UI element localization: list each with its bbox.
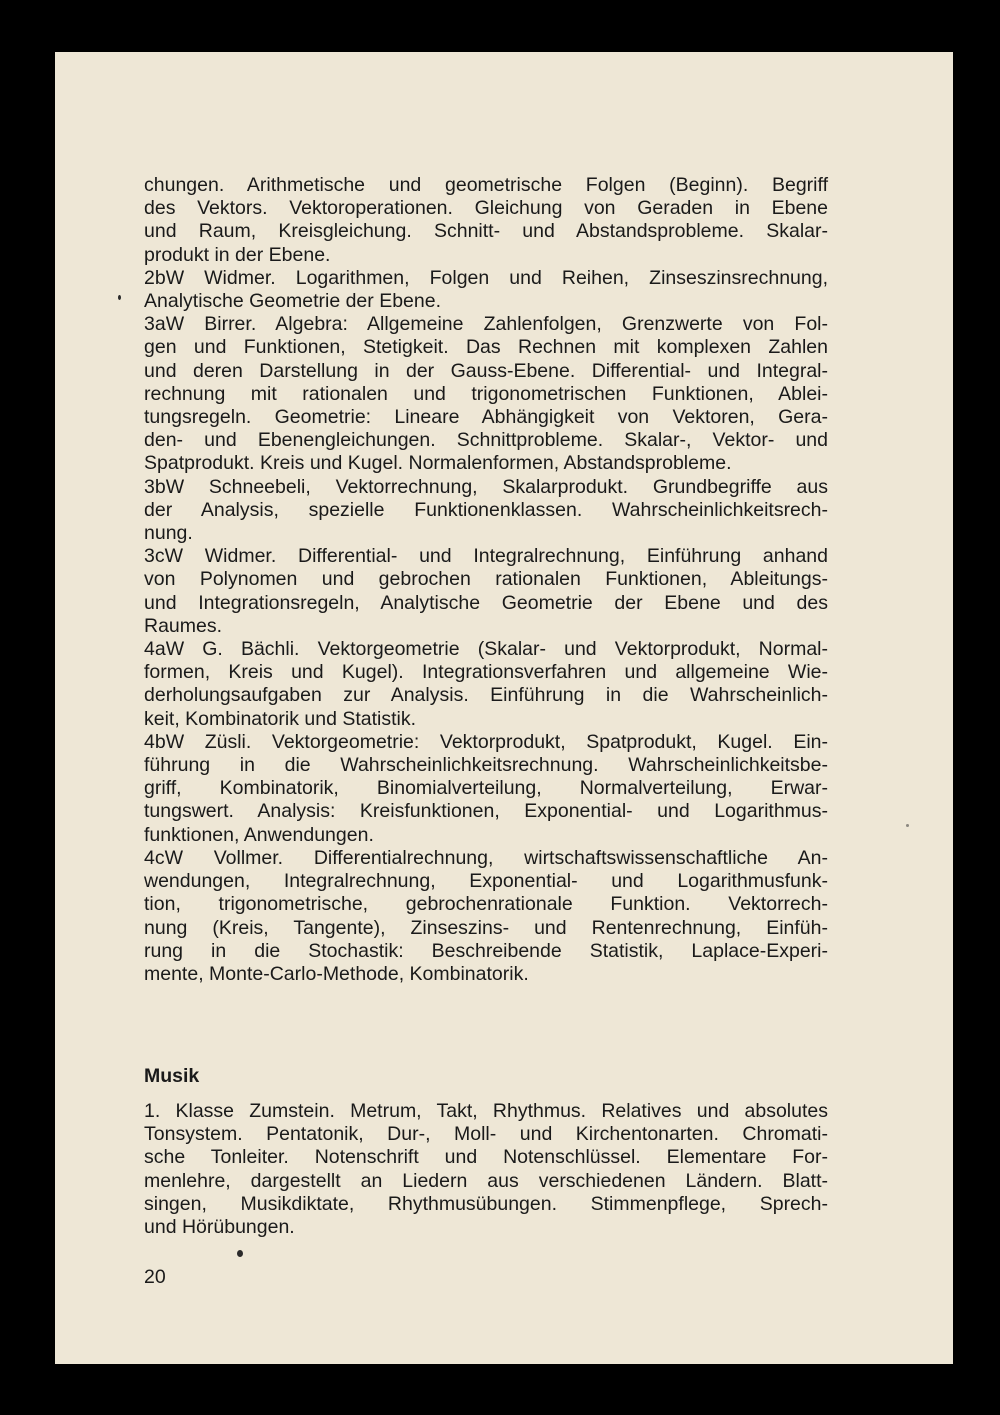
ink-speck bbox=[237, 1250, 243, 1257]
section-heading-musik: Musik bbox=[144, 1065, 200, 1087]
text-line: 4aW G. Bächli. Vektorgeometrie (Skalar- und Vektorprodukt, Normal- bbox=[144, 638, 828, 661]
text-line: der Analysis, spezielle Funktionenklassen. Wahrscheinlichkeitsrech- bbox=[144, 498, 828, 521]
text-line: des Vektors. Vektoroperationen. Gleichung von Geraden in Ebene bbox=[144, 197, 828, 220]
text-line: 2bW Widmer. Logarithmen, Folgen und Reihen, Zinseszinsrechnung, bbox=[144, 266, 828, 289]
ink-speck bbox=[906, 824, 909, 827]
text-line: Spatprodukt. Kreis und Kugel. Normalenformen, Abstandsprobleme. bbox=[144, 452, 732, 475]
text-line: chungen. Arithmetische und geometrische Folgen (Beginn). Begriff bbox=[144, 174, 828, 196]
text-line: 3bW Schneebeli, Vektorrechnung, Skalarprodukt. Grundbegriffe aus bbox=[144, 475, 828, 498]
text-line: 4cW Vollmer. Differentialrechnung, wirtschaftswissenschaftliche An- bbox=[144, 846, 828, 869]
text-line: und Raum, Kreisgleichung. Schnitt- und Abstandsprobleme. Skalar- bbox=[144, 220, 828, 243]
page-number: 20 bbox=[144, 1266, 166, 1288]
text-line: mente, Monte-Carlo-Methode, Kombinatorik. bbox=[144, 962, 529, 985]
music-text bbox=[144, 1100, 828, 1239]
ink-speck bbox=[118, 295, 121, 300]
text-line: 4bW Züsli. Vektorgeometrie: Vektorprodukt, Spatprodukt, Kugel. Ein- bbox=[144, 730, 828, 753]
curriculum-text bbox=[144, 174, 828, 986]
text-line: rechnung mit rationalen und trigonometrischen Funktionen, Ablei- bbox=[144, 382, 828, 405]
text-line: von Polynomen und gebrochen rationalen Funktionen, Ableitungs- bbox=[144, 568, 828, 591]
text-line: keit, Kombinatorik und Statistik. bbox=[144, 707, 417, 730]
text-line: und Integrationsregeln, Analytische Geometrie der Ebene und des bbox=[144, 591, 828, 614]
text-line: Analytische Geometrie der Ebene. bbox=[144, 290, 441, 313]
text-line: funktionen, Anwendungen. bbox=[144, 823, 374, 846]
text-line: griff, Kombinatorik, Binomialverteilung, Normalverteilung, Erwar- bbox=[144, 777, 828, 800]
text-line: tungswert. Analysis: Kreisfunktionen, Exponential- und Logarithmus- bbox=[144, 800, 828, 823]
text-line: derholungsaufgaben zur Analysis. Einführung in die Wahrscheinlich- bbox=[144, 684, 828, 707]
text-line: den- und Ebenengleichungen. Schnittprobleme. Skalar-, Vektor- und bbox=[144, 429, 828, 452]
text-line: und deren Darstellung in der Gauss-Ebene. Differential- und Integral- bbox=[144, 359, 828, 382]
text-line: formen, Kreis und Kugel). Integrationsverfahren und allgemeine Wie- bbox=[144, 661, 828, 684]
text-line: nung (Kreis, Tangente), Zinseszins- und Rentenrechnung, Einfüh- bbox=[144, 916, 828, 939]
text-line: und Hörübungen. bbox=[144, 1216, 295, 1239]
text-line: sche Tonleiter. Notenschrift und Notenschlüssel. Elementare For- bbox=[144, 1146, 828, 1169]
text-line: wendungen, Integralrechnung, Exponential- und Logarithmusfunk- bbox=[144, 870, 828, 893]
text-line: Raumes. bbox=[144, 614, 223, 637]
text-line: tion, trigonometrische, gebrochenrationale Funktion. Vektorrech- bbox=[144, 893, 828, 916]
text-line: rung in die Stochastik: Beschreibende Statistik, Laplace-Experi- bbox=[144, 939, 828, 962]
text-line: führung in die Wahrscheinlichkeitsrechnung. Wahrscheinlichkeitsbe- bbox=[144, 754, 828, 777]
text-line: singen, Musikdiktate, Rhythmusübungen. Stimmenpflege, Sprech- bbox=[144, 1192, 828, 1215]
text-line: menlehre, dargestellt an Liedern aus verschiedenen Ländern. Blatt- bbox=[144, 1169, 828, 1192]
text-line: Tonsystem. Pentatonik, Dur-, Moll- und Kirchentonarten. Chromati- bbox=[144, 1123, 828, 1146]
text-line: produkt in der Ebene. bbox=[144, 243, 331, 266]
text-line: nung. bbox=[144, 522, 193, 545]
text-line: tungsregeln. Geometrie: Lineare Abhängigkeit von Vektoren, Gera- bbox=[144, 406, 828, 429]
text-line: 1. Klasse Zumstein. Metrum, Takt, Rhythmus. Relatives und absolutes bbox=[144, 1100, 828, 1122]
text-line: gen und Funktionen, Stetigkeit. Das Rechnen mit komplexen Zahlen bbox=[144, 336, 828, 359]
document-page bbox=[55, 52, 953, 1364]
text-line: 3cW Widmer. Differential- und Integralrechnung, Einführung anhand bbox=[144, 545, 828, 568]
text-line: 3aW Birrer. Algebra: Allgemeine Zahlenfolgen, Grenzwerte von Fol- bbox=[144, 313, 828, 336]
